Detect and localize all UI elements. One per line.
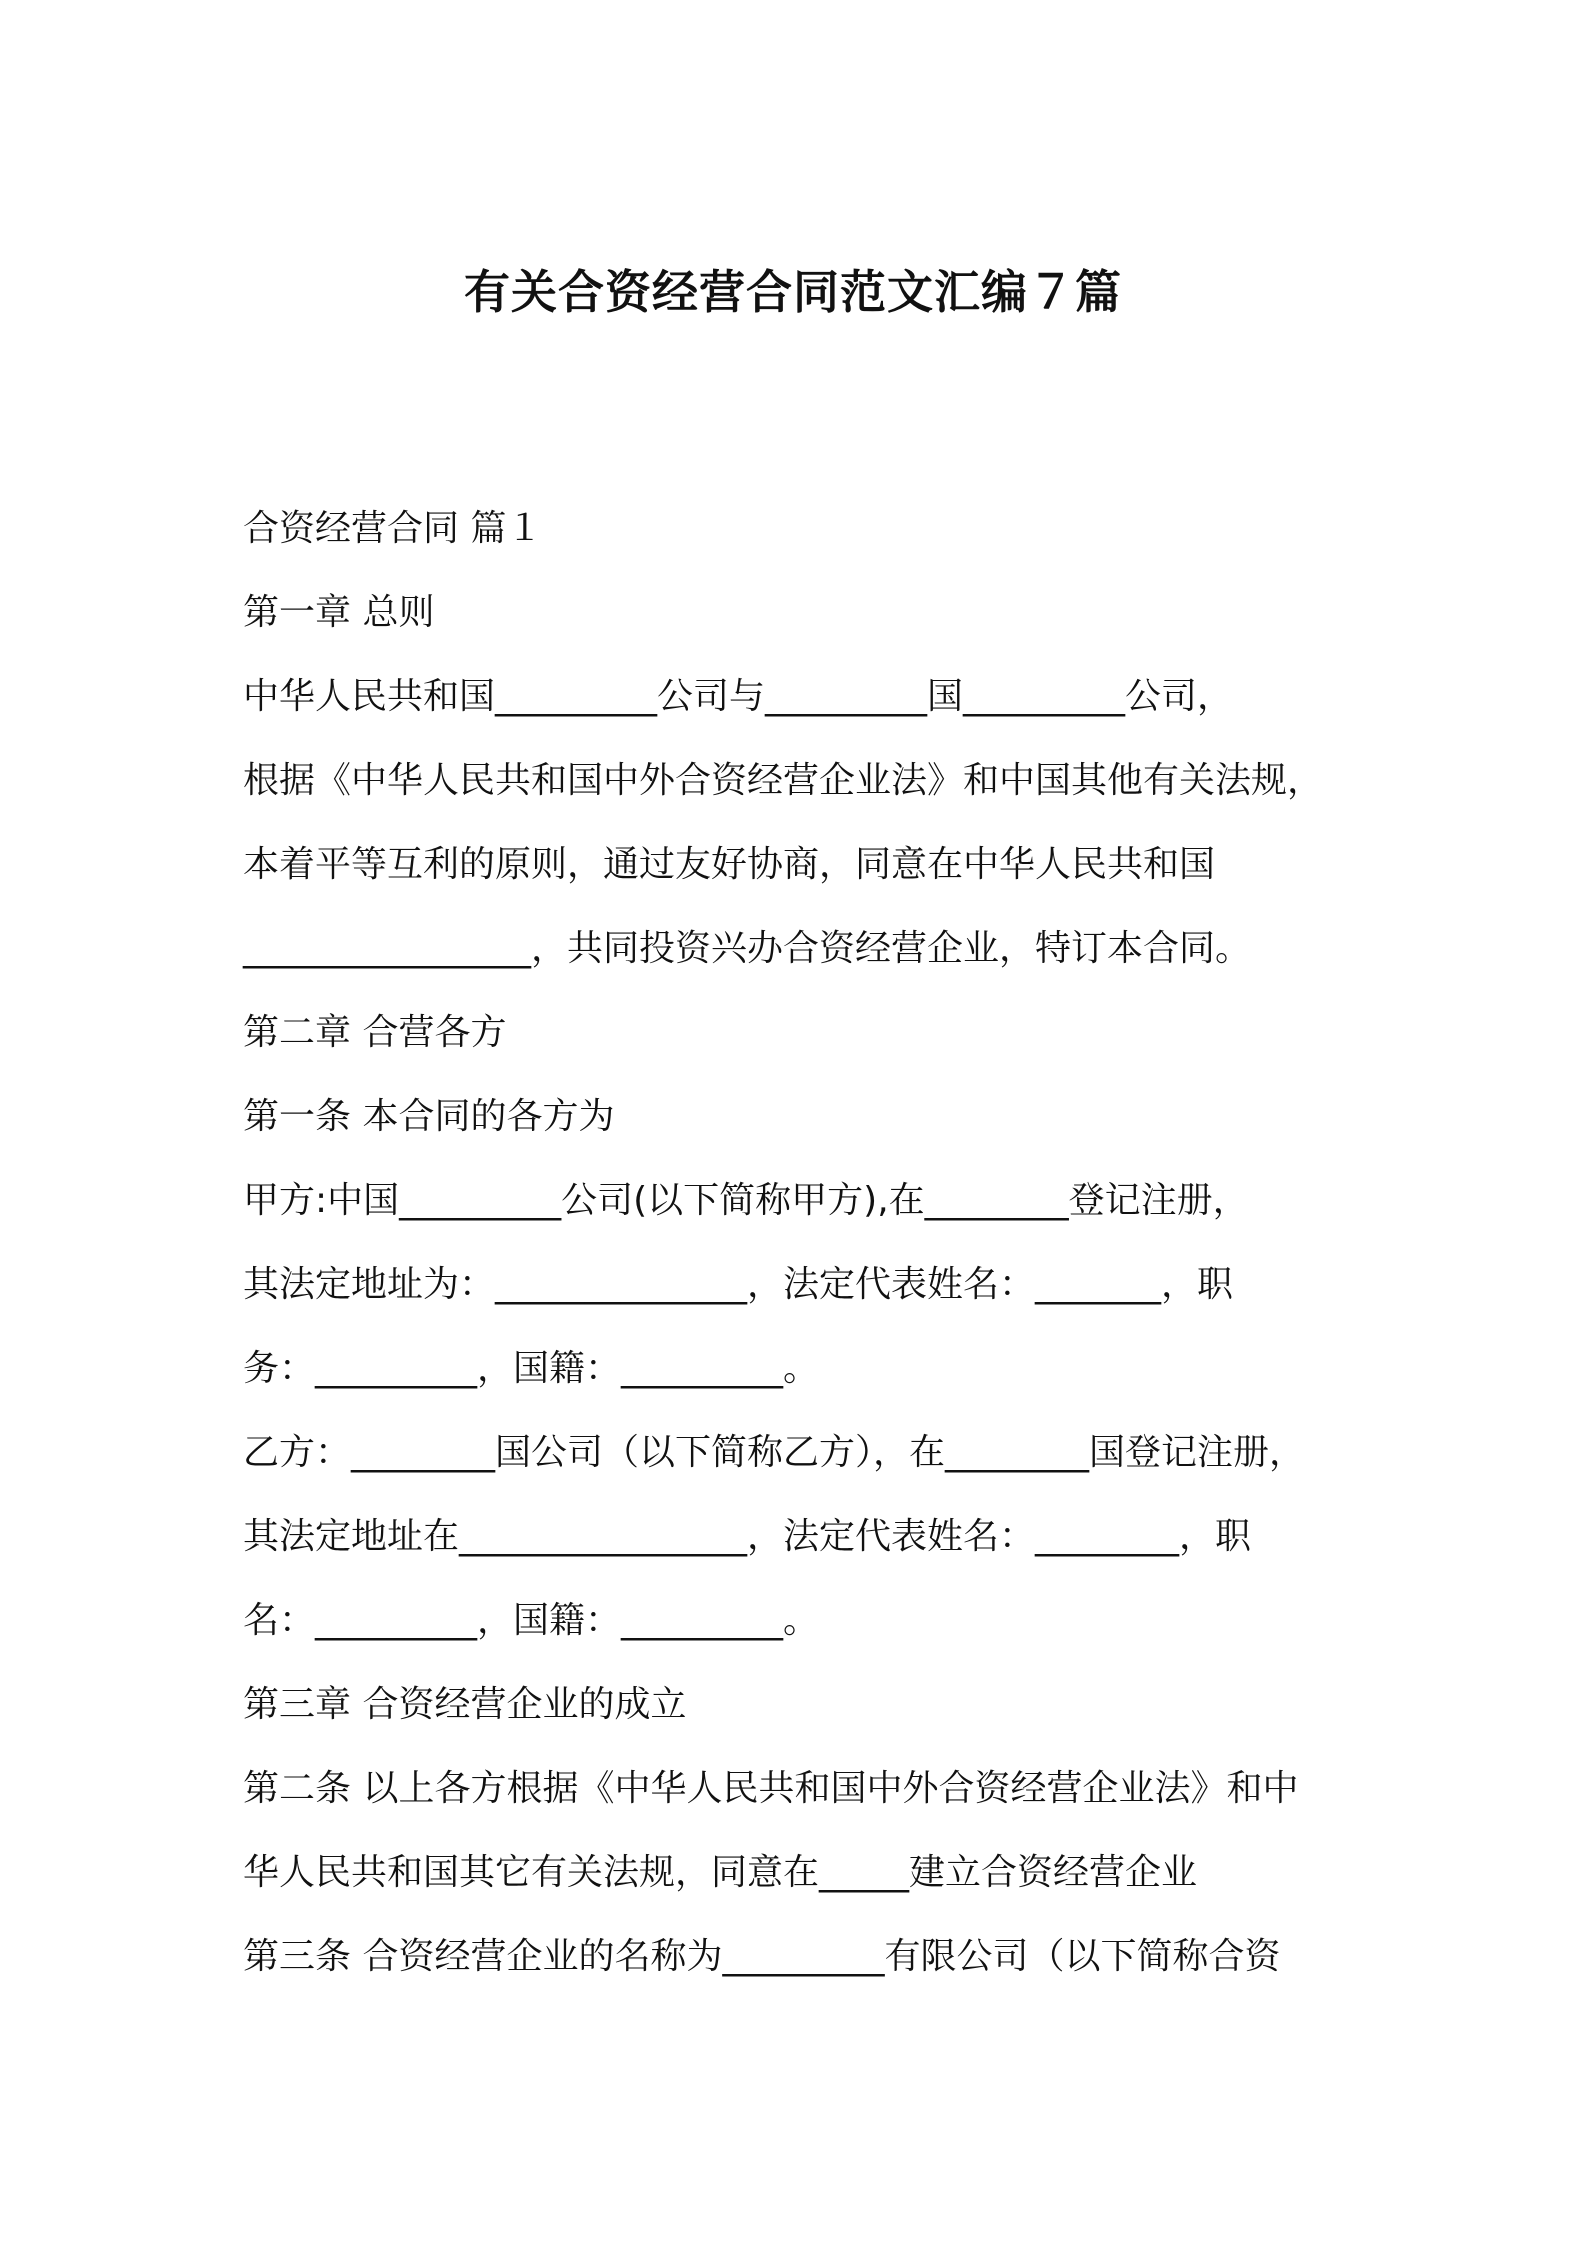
body-line: ________________，共同投资兴办合资经营企业，特订本合同。	[243, 928, 1252, 969]
document-title: 有关合资经营合同范文汇编７篇	[464, 265, 1122, 319]
body-line: 务：_________，国籍：_________。	[243, 1348, 820, 1389]
body-line: 第三条 合资经营企业的名称为_________有限公司（以下简称合资	[243, 1936, 1281, 1977]
body-line: 名：_________，国籍：_________。	[243, 1600, 820, 1641]
body-line: 本着平等互利的原则，通过友好协商，同意在中华人民共和国	[243, 844, 1216, 885]
chapter-heading: 第三章 合资经营企业的成立	[243, 1684, 687, 1725]
body-line: 华人民共和国其它有关法规，同意在_____建立合资经营企业	[243, 1852, 1198, 1893]
body-line: 第二条 以上各方根据《中华人民共和国中外合资经营企业法》和中	[243, 1768, 1299, 1809]
body-line: 中华人民共和国_________公司与_________国_________公司，	[243, 676, 1234, 717]
body-line: 乙方：________国公司（以下简称乙方），在________国登记注册，	[243, 1432, 1306, 1473]
body-line: 其法定地址为：______________，法定代表姓名：_______，职	[243, 1264, 1234, 1305]
body-line: 根据《中华人民共和国中外合资经营企业法》和中国其他有关法规，	[243, 760, 1324, 801]
body-line: 甲方:中国_________公司(以下简称甲方),在________登记注册，	[243, 1180, 1249, 1221]
chapter-heading: 第二章 合营各方	[243, 1012, 507, 1053]
article-heading: 第一条 本合同的各方为	[243, 1096, 615, 1137]
section-heading: 合资经营合同 篇１	[243, 508, 543, 549]
chapter-heading: 第一章 总则	[243, 592, 435, 633]
body-line: 其法定地址在________________，法定代表姓名：________，职	[243, 1516, 1252, 1557]
